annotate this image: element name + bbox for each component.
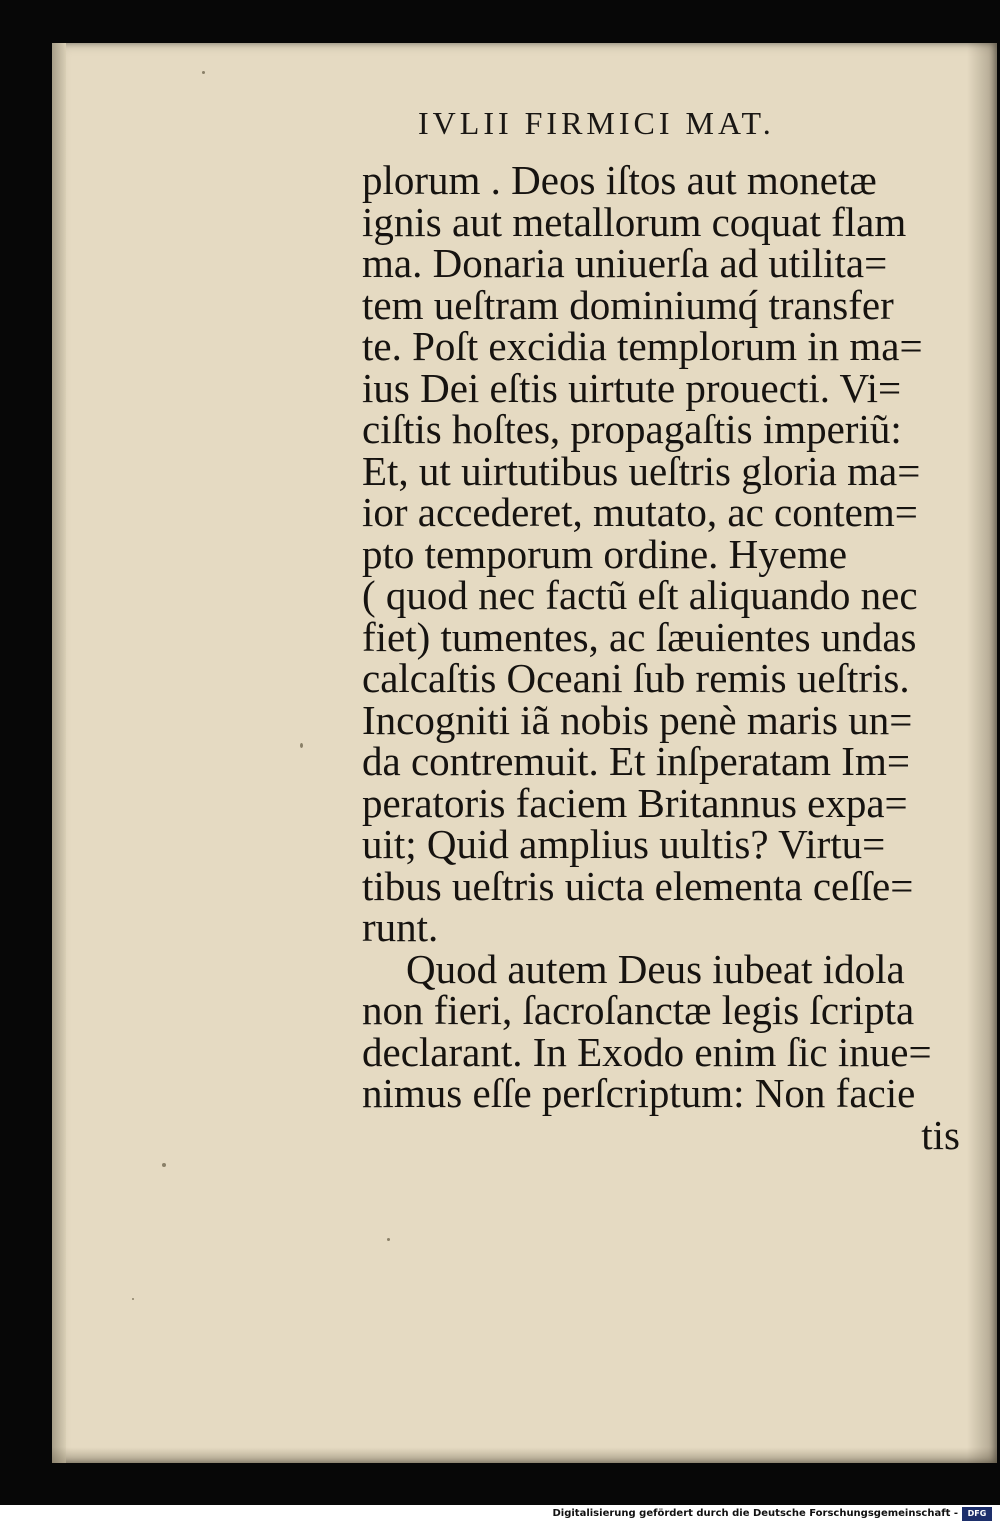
text-line: calcaſtis Oceani ſub remis ueſtris. [362, 655, 910, 701]
text-line: declarant. In Exodo enim ſic inue= [362, 1028, 932, 1075]
text-line: ignis aut metallorum coquat flam [362, 198, 907, 245]
text-line: pto temporum ordine. Hyeme [362, 530, 848, 577]
text-line: te. Poſt excidia templorum in ma= [362, 323, 923, 369]
text-line: tem ueſtram dominiumq́ transfer [362, 281, 894, 328]
funding-credit: Digitalisierung gefördert durch die Deutsche Forschungsgemeinschaft - [552, 1508, 958, 1519]
paragraph-first-line: Quod autem Deus iubeat idola [406, 945, 905, 992]
paper-speck [300, 743, 303, 748]
digitization-footer [0, 1505, 1000, 1523]
catchword: tis [921, 1111, 960, 1158]
text-line: ius Dei eſtis uirtute prouecti. Vi= [362, 364, 902, 411]
text-line: ( quod nec factũ eſt aliquando nec [362, 572, 918, 618]
text-line: tibus ueſtris uicta elementa ceſſe= [362, 862, 914, 909]
running-head: IVLII FIRMICI MAT. [418, 105, 775, 141]
text-line: ma. Donaria uniuerſa ad utilita= [362, 240, 888, 286]
paper-speck [162, 1163, 166, 1167]
page-edge-shadow [967, 43, 997, 1463]
text-line: fiet) tumentes, ac ſæuientes undas [362, 613, 917, 660]
dfg-logo: DFG [962, 1507, 992, 1521]
text-line: nimus eſſe perſcriptum: Non facie [362, 1070, 916, 1116]
text-line: plorum . Deos iſtos aut monetæ [362, 157, 877, 203]
page-gutter-shadow [52, 43, 66, 1463]
text-line: Incogniti iã nobis penè maris un= [362, 696, 913, 743]
body-text [362, 157, 962, 1158]
text-line: non fieri, ſacroſanctæ legis ſcripta [362, 987, 915, 1033]
text-line: ior accederet, mutato, ac contem= [362, 489, 918, 535]
text-line: peratoris faciem Britannus expa= [362, 779, 908, 826]
text-line: ciſtis hoſtes, propagaſtis imperiũ: [362, 406, 902, 452]
text-line: runt. [362, 904, 439, 950]
text-line: da contremuit. Et inſperatam Im= [362, 738, 910, 784]
paper-speck [387, 1238, 390, 1241]
text-line: uit; Quid amplius uultis? Virtu= [362, 821, 886, 867]
page-bottom-shadow [52, 1447, 997, 1463]
paper-speck [132, 1298, 134, 1300]
text-line: Et, ut uirtutibus ueſtris gloria ma= [362, 447, 921, 494]
paper-speck [202, 71, 205, 74]
